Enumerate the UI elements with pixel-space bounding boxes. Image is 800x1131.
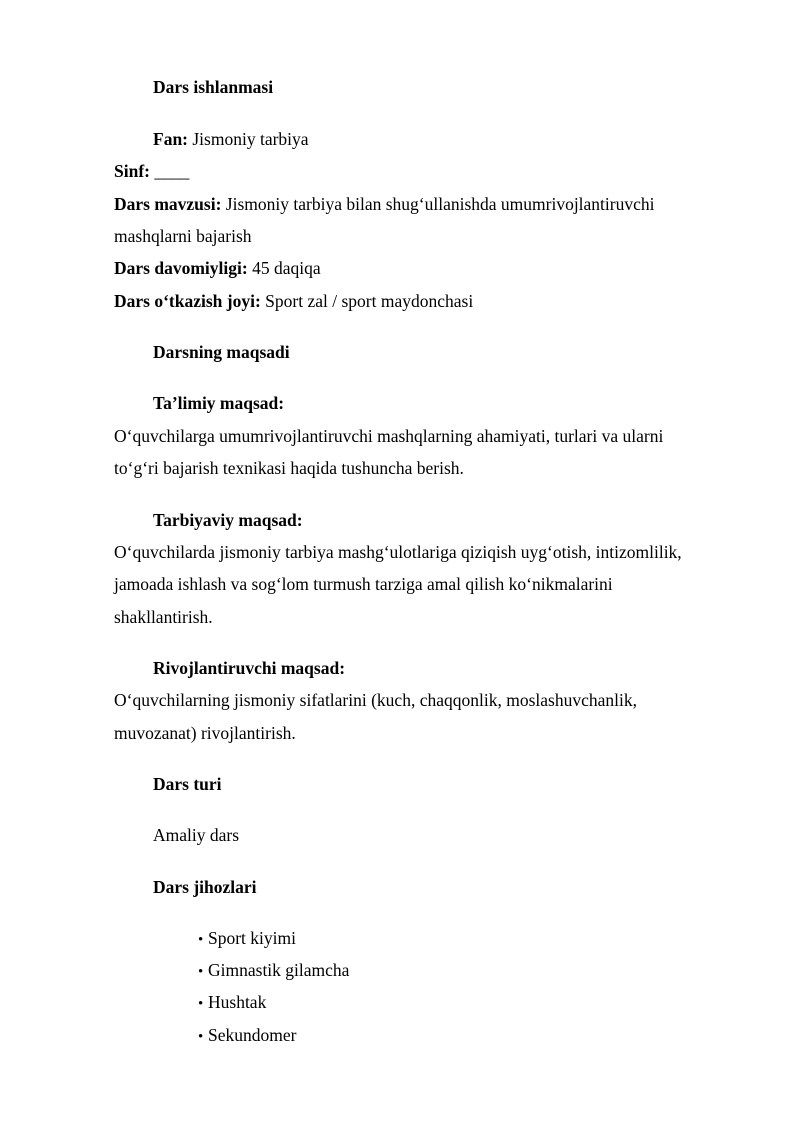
turi-heading: Dars turi <box>153 774 222 794</box>
bullet-icon: • <box>198 1029 204 1045</box>
jihozlar-heading: Dars jihozlari <box>153 877 257 897</box>
talimiy-text-2: to‘g‘ri bajarish texnikasi haqida tushuncha berish. <box>114 458 464 478</box>
list-item-label: Sport kiyimi <box>208 928 296 948</box>
joyi-label: Dars o‘tkazish joyi: <box>114 291 261 311</box>
davomiylik-line <box>114 258 321 278</box>
tarbiyaviy-text-2: jamoada ishlash va sog‘lom turmush tarziga amal qilish ko‘nikmalarini <box>114 574 613 594</box>
rivojlantiruvchi-text-1: O‘quvchilarning jismoniy sifatlarini (kuch, chaqqonlik, moslashuvchanlik, <box>114 690 637 710</box>
bullet-icon: • <box>198 932 204 948</box>
fan-label: Fan: <box>153 129 188 149</box>
turi-value: Amaliy dars <box>153 825 240 845</box>
rivojlantiruvchi-text-2: muvozanat) rivojlantirish. <box>114 723 296 743</box>
list-item-label: Hushtak <box>208 992 267 1012</box>
document-title: Dars ishlanmasi <box>153 77 274 97</box>
bullet-icon: • <box>198 964 204 980</box>
joyi-value: Sport zal / sport maydonchasi <box>260 291 474 311</box>
davomiylik-value: 45 daqiqa <box>247 258 321 278</box>
list-item <box>198 928 296 950</box>
fan-line <box>153 129 309 149</box>
bullet-icon: • <box>198 996 204 1012</box>
list-item <box>198 1025 296 1047</box>
mavzu-value: Jismoniy tarbiya bilan shug‘ullanishda umumrivojlantiruvchi <box>221 194 655 214</box>
list-item <box>198 992 266 1014</box>
sinf-value: ____ <box>149 161 190 181</box>
mavzu-line <box>114 194 655 214</box>
mavzu-label: Dars mavzusi: <box>114 194 222 214</box>
maqsad-heading: Darsning maqsadi <box>153 342 290 362</box>
list-item-label: Gimnastik gilamcha <box>208 960 350 980</box>
list-item-label: Sekundomer <box>208 1025 297 1045</box>
davomiylik-label: Dars davomiyligi: <box>114 258 248 278</box>
list-item <box>198 960 349 982</box>
mavzu-line-2: mashqlarni bajarish <box>114 226 252 246</box>
fan-value: Jismoniy tarbiya <box>188 129 309 149</box>
tarbiyaviy-heading: Tarbiyaviy maqsad: <box>153 510 303 530</box>
talimiy-text-1: O‘quvchilarga umumrivojlantiruvchi mashqlarning ahamiyati, turlari va ularni <box>114 426 664 446</box>
tarbiyaviy-text-3: shakllantirish. <box>114 607 213 627</box>
rivojlantiruvchi-heading: Rivojlantiruvchi maqsad: <box>153 658 346 678</box>
sinf-label: Sinf: <box>114 161 150 181</box>
joyi-line <box>114 291 473 311</box>
talimiy-heading: Ta’limiy maqsad: <box>153 393 285 413</box>
tarbiyaviy-text-1: O‘quvchilarda jismoniy tarbiya mashg‘ulotlariga qiziqish uyg‘otish, intizomlilik, <box>114 542 682 562</box>
sinf-line <box>114 161 189 181</box>
